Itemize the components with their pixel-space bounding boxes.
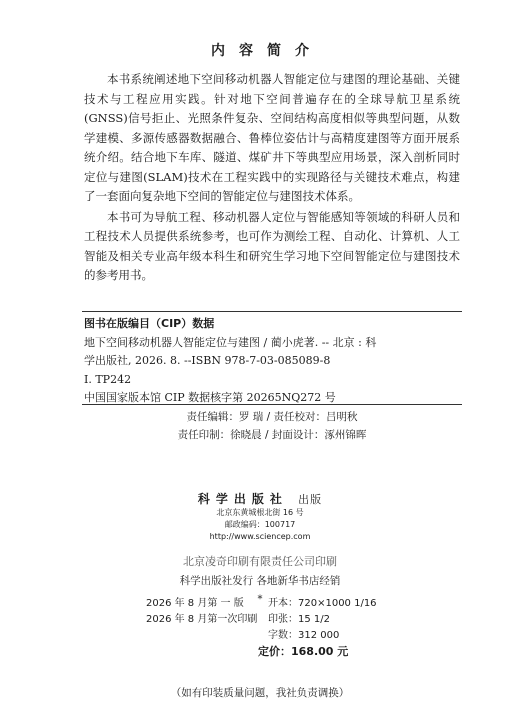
cip-heading: 图书在版编目（CIP）数据 xyxy=(84,317,215,330)
cip-line-4: 中国国家版本馆 CIP 数据核字第 20265NQ272 号 xyxy=(84,391,336,404)
spec-row-1 xyxy=(0,596,520,612)
spec-row-4 xyxy=(0,644,520,660)
printer-line: 北京凌奇印刷有限责任公司印刷 xyxy=(183,555,337,568)
quality-notice: （如有印装质量问题，我社负责调换） xyxy=(170,687,350,699)
editors-block xyxy=(84,408,460,444)
publisher-logo-name: 科学出版社 xyxy=(197,492,288,506)
words: 字数：312 000 xyxy=(268,630,340,641)
distribution-line: 科学出版社发行 各地新华书店经销 xyxy=(179,575,341,587)
edition-date: 2026 年 8 月第 一 版 xyxy=(146,598,244,609)
cip-block xyxy=(84,315,460,408)
summary-paragraph-1: 本书系统阐述地下空间移动机器人智能定位与建图的理论基础、关键技术与工程应用实践。针对地下空间普遍存在的全球导航卫星系统(GNSS)信号拒止、光照条件复杂、空间结构高度相似等典型问题，从数学建模、多源传感器数据融合、鲁棒位姿估计与高精度建图等方面开展系统介绍。结合地下车库、隧道、煤矿井下等典型应用场景，深入剖析同时定位与建图(SLAM)技术在工程实践中的实现路径与关键技术难点，构建了一套面向复杂地下空间的智能定位与建图技术体系。 xyxy=(84,72,460,203)
cip-line-3: Ⅰ. TP242 xyxy=(84,372,132,386)
publisher-website: http://www.sciencep.com xyxy=(209,532,311,541)
editors-line-1: 责任编辑：罗 瑞 / 责任校对：吕明秋 xyxy=(186,411,358,423)
print-date: 2026 年 8 月第一次印刷 xyxy=(146,614,258,625)
publisher-suffix: 出版 xyxy=(298,493,323,506)
summary-paragraph-2: 本书可为导航工程、移动机器人定位与智能感知等领域的科研人员和工程技术人员提供系统参考，也可作为测绘工程、自动化、计算机、人工智能及相关专业高年级本科生和研究生学习地下空间智能定位与建图技术的参考用书。 xyxy=(84,209,460,282)
editors-line-2: 责任印制：徐晓晨 / 封面设计：涿州锦晖 xyxy=(177,429,367,441)
cip-bottom-rule xyxy=(82,404,462,405)
separator-star: * xyxy=(257,594,263,605)
cip-line-2: 学出版社, 2026. 8. --ISBN 978-7-03-085089-8 xyxy=(84,354,331,367)
sheets: 印张：15 1/2 xyxy=(268,614,330,625)
format: 开本：720×1000 1/16 xyxy=(268,598,377,609)
cip-top-rule xyxy=(82,311,462,312)
publisher-name-line xyxy=(0,490,520,507)
cip-line-1: 地下空间移动机器人智能定位与建图 / 蔺小虎著. -- 北京 : 科 xyxy=(84,335,377,349)
price: 定价：168.00 元 xyxy=(258,645,349,658)
publisher-block xyxy=(0,490,520,605)
spec-row-2 xyxy=(0,612,520,628)
summary-body xyxy=(84,70,460,287)
summary-title: 内容简介 xyxy=(211,43,323,59)
spec-row-3 xyxy=(0,628,520,644)
specs-block xyxy=(0,596,520,660)
publisher-postcode: 邮政编码：100717 xyxy=(224,520,296,529)
publisher-address: 北京东黄城根北街 16 号 xyxy=(216,508,304,517)
